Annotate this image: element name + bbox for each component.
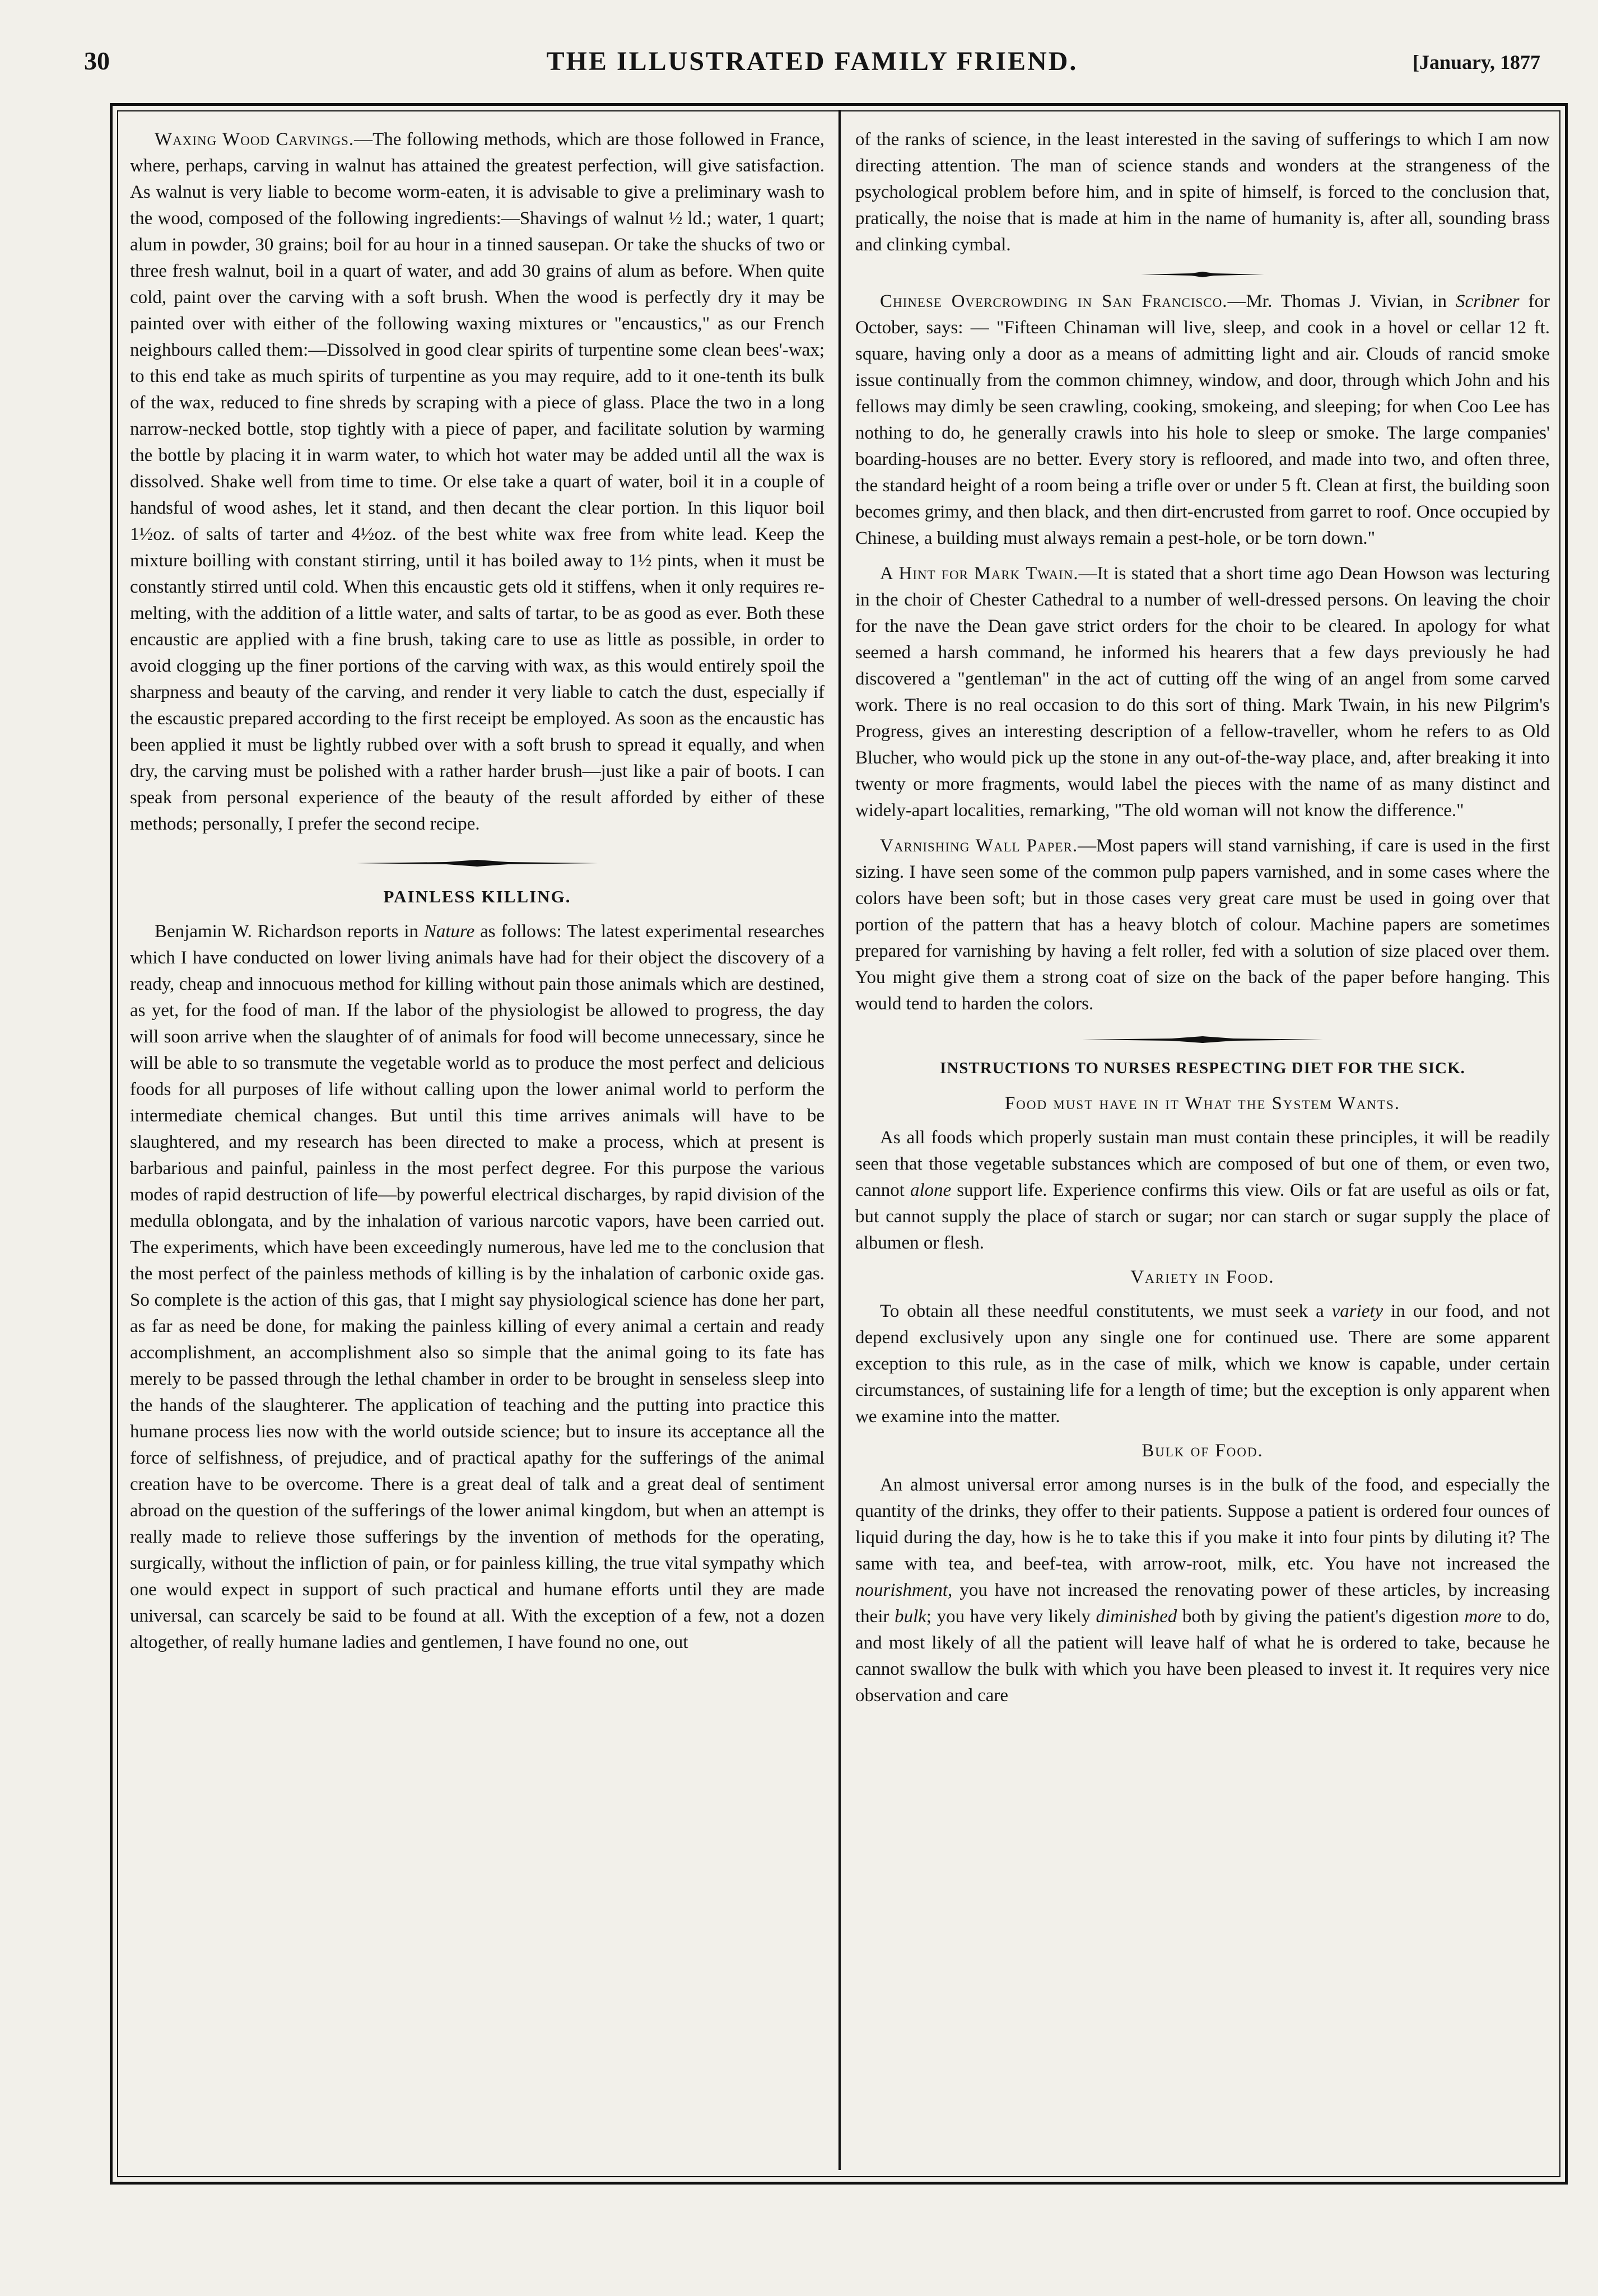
- article-heading: A Hint for Mark Twain.: [880, 563, 1079, 584]
- article-continuation: of the ranks of science, in the least interested in the saving of sufferings to which I am now directing attention. The man of science stands and wonders at the strangeness of the psychological problem before him, and in spite of himself, is forced to the conclusion that, pratically, the noise that is made at him in the name of humanity is, after all, sounding brass and clinking cymbal.: [855, 129, 1550, 255]
- issue-date: [January, 1877: [1412, 51, 1540, 73]
- right-column: [855, 127, 1550, 1709]
- article-heading: Varnishing Wall Paper.: [880, 836, 1078, 856]
- journal-title: THE ILLUSTRATED FAMILY FRIEND.: [546, 46, 1078, 76]
- running-head: [84, 46, 1540, 85]
- article-painless-killing: Benjamin W. Richardson reports in Nature as follows: The latest experimental researches which I have conducted on lower living animals have had for their object the discovery of a ready, cheap and innocuous method for killing without pain those animals which are destined, as yet, for the food of man. If the labor of the physiologist be allowed to progress, the day will soon arrive when the slaughter of of animals for food will become unnecessary, since he will be able to so transmute the vegetable world as to produce the most perfect and delicious foods for all purposes of life without calling upon the lower animal world to perform the intermediate chemical changes. But until this time arrives animals will have to be slaughtered, and my research has been directed to make a process, which at present is barbarious and painful, painless in the most perfect degree. For this purpose the various modes of rapid destruction of life—by powerful electrical discharges, by rapid division of the medulla oblongata, and by the inhalation of various narcotic vapors, have been carried out. The experiments, which have been exceedingly numerous, have led me to the conclusion that the most perfect of the painless methods of killing is by the inhalation of carbonic oxide gas. So complete is the action of this gas, that I might say physiological science has done her part, as far as need be done, for making the painless killing of every animal a certain and ready accomplishment, an accomplishment also so simple that the animal going to its fate has merely to be passed through the lethal chamber in order to be brought in senseless sleep into the hands of the slaughterer. The application of teaching and the putting into practice this humane process lies now with the world outside science; but to insure its acceptance all the force of selfishness, of prejudice, and of practical apathy for the sufferings of the animal creation have to be overcome. There is a great deal of talk and a great deal of sentiment abroad on the question of the sufferings of the lower animal kingdom, but when an attempt is really made to relieve those sufferings by the invention of methods for the operating, surgically, without the infliction of pain, or for painless killing, the true vital sympathy which one would expect in support of such practical and humane efforts until they are made universal, can scarcely be said to be found at all. With the exception of a few, not a dozen altogether, of really humane ladies and gentlemen, I have found no one, out: [130, 921, 824, 1652]
- short-separator: [855, 271, 1550, 278]
- italic-text: variety: [1331, 1301, 1383, 1321]
- sub-heading: Variety in Food.: [1130, 1267, 1275, 1287]
- italic-text: nourishment: [855, 1580, 948, 1600]
- article-waxing-wood-carvings: [130, 127, 824, 837]
- paragraph: To obtain all these needful constitutents, we must seek a variety in our food, and not depend exclusively upon any single one for continued use. There are some apparent exception to this rule, as in the case of milk, which we know is capable, under certain circumstances, of sustaining life for a length of time; but the exception is only apparent when we examine into the matter.: [855, 1301, 1550, 1427]
- article-heading: Waxing Wood Carvings.: [155, 129, 355, 150]
- ornamental-separator: [855, 1034, 1550, 1045]
- article-chinese-overcrowding: Chinese Overcrowding in San Francisco.—Mr. Thomas J. Vivian, in Scribner for October, says: — "Fifteen Chinaman will live, sleep, and cook in a hovel or cellar 12 ft. square, having only a door as a means of admitting light and air. Clouds of rancid smoke issue continually from the common chimney, window, and door, through which John and his fellows may dimly be seen crawling, cooking, smokeing, and sleeping; for when Coo Lee has nothing to do, he generally crawls into his hole to sleep or smoke. The large companies' boarding-houses are no better. Every story is refloored, and made into two, and often three, the standard height of a room being a trifle over or under 5 ft. Clean at first, the building soon becomes grimy, and then black, and then dirt-encrusted from garret to roof. Once occupied by Chinese, a building must always remain a pest-hole, or be torn down.": [855, 291, 1550, 548]
- paragraph: As all foods which properly sustain man must contain these principles, it will be readily seen that those vegetable substances which are composed of but one of them, or even two, cannot alone support life. Experience confirms this view. Oils or fat are useful as oils or fat, but cannot supply the place of starch or sugar; nor can starch or sugar supply the place of albumen or flesh.: [855, 1128, 1550, 1253]
- left-column: [130, 127, 824, 1656]
- italic-text: alone: [910, 1180, 952, 1200]
- page-number: 30: [84, 46, 110, 75]
- article-body: —The following methods, which are those followed in France, where, perhaps, carving in walnut has attained the greatest perfection, will give satisfaction. As walnut is very liable to become worm-eaten, it is advisable to give a preliminary wash to the wood, composed of the following ingredients:—Shavings of walnut ½ ld.; water, 1 quart; alum in powder, 30 grains; boil for au hour in a tinned sausepan. Or take the shucks of two or three fresh walnut, boil in a quart of water, and add 30 grains of alum as before. When quite cold, paint over the carving with a soft brush. When the wood is perfectly dry it may be painted over with either of the following waxing mixtures or "encaustics," as our French neighbours called them:—Dissolved in good clear spirits of turpentine some clean bees'-wax; to this end take as much spirits of turpentine as you may require, add to it one-tenth its bulk of the wax, reduced to fine shreds by scraping with a piece of glass. Place the two in a long narrow-necked bottle, stop tightly with a piece of paper, and facilitate solution by warming the bottle by placing it in warm water, to which hot water may be added until all the wax is dissolved. Shake well from time to time. Or else take a quart of water, boil it in a couple of handsful of wood ashes, let it stand, and then decant the clear portion. In this liquor boil 1½oz. of salts of tarter and 4½oz. of the best white wax free from white lead. Keep the mixture boilling with constant stirring, until it has boiled away to 1½ pints, when it must be constantly stirred until cold. When this encaustic gets old it stiffens, when it only requires re-melting, with the addition of a little water, and salts of tartar, to be as good as ever. Both these encaustic are applied with a fine brush, taking care to use as little as possible, in order to avoid clogging up the finer portions of the carving with wax, as this would entirely spoil the sharpness and beauty of the carving, and render it very liable to catch the dust, especially if the escaustic prepared according to the first receipt be employed. As soon as the encaustic has been applied it must be lightly rubbed over with a soft brush to spread it equally, and when dry, the carving must be polished with a rather harder brush—just like a pair of boots. I can speak from personal experience of the beauty of the result afforded by either of these methods; personally, I prefer the second recipe.: [130, 129, 824, 834]
- section-title: PAINLESS KILLING.: [383, 887, 571, 906]
- column-rule: [838, 110, 841, 2170]
- italic-text: diminished: [1096, 1606, 1177, 1627]
- italic-text: bulk: [894, 1606, 926, 1627]
- sub-heading: Food must have in it What the System Wants.: [1004, 1093, 1401, 1114]
- paragraph: An almost universal error among nurses is in the bulk of the food, and especially the quantity of the drinks, they offer to their patients. Suppose a patient is ordered four ounces of liquid during the day, how is he to take this if you make it into four pints by diluting it? The same with tea, and beef-tea, with arrow-root, milk, etc. You have not increased the nourishment, you have not increased the renovating power of these articles, by increasing their bulk; you have very likely diminished both by giving the patient's digestion more to do, and most likely of all the patient will leave half of what he is ordered to take, because he cannot swallow the bulk with which you have been pleased to invest it. It requires very nice observation and care: [855, 1475, 1550, 1706]
- italic-text: Nature: [423, 921, 475, 942]
- section-title: INSTRUCTIONS TO NURSES RESPECTING DIET FOR THE SICK.: [940, 1059, 1465, 1077]
- article-varnishing-wall-paper: Varnishing Wall Paper.—Most papers will stand varnishing, if care is used in the first sizing. I have seen some of the common pulp papers varnished, and in some cases where the colors have been soft; but in those cases very great care must be used in going over that portion of the pattern that has a heavy blotch of colour. Machine papers are sometimes prepared for varnishing by having a felt roller, fed with a solution of size placed over them. You might give them a strong coat of size on the back of the paper before hanging. This would tend to harden the colors.: [855, 836, 1550, 1014]
- italic-text: more: [1464, 1606, 1502, 1627]
- article-hint-mark-twain: A Hint for Mark Twain.—It is stated that a short time ago Dean Howson was lecturing in the choir of Chester Cathedral to a number of well-dressed persons. On leaving the choir for the nave the Dean gave strict orders for the choir to be cleared. In apology for what seemed a harsh command, he informed his hearers that a few days previously he had discovered a "gentleman" in the act of cutting off the wing of an angel from some carved work. There is no real occasion to do this sort of thing. Mark Twain, in his new Pilgrim's Progress, gives an interesting description of a fellow-traveller, whom he refers to as Old Blucher, who would pick up the stone in any out-of-the-way place, and, after breaking it into twenty or more fragments, would label the pieces with the name of as many distinct and widely-apart localities, remarking, "The old woman will not know the difference.": [855, 563, 1550, 821]
- italic-text: Scribner: [1455, 291, 1520, 311]
- ornamental-separator: [130, 858, 824, 869]
- article-heading: Chinese Overcrowding in San Francisco.: [880, 291, 1228, 311]
- sub-heading: Bulk of Food.: [1142, 1441, 1264, 1461]
